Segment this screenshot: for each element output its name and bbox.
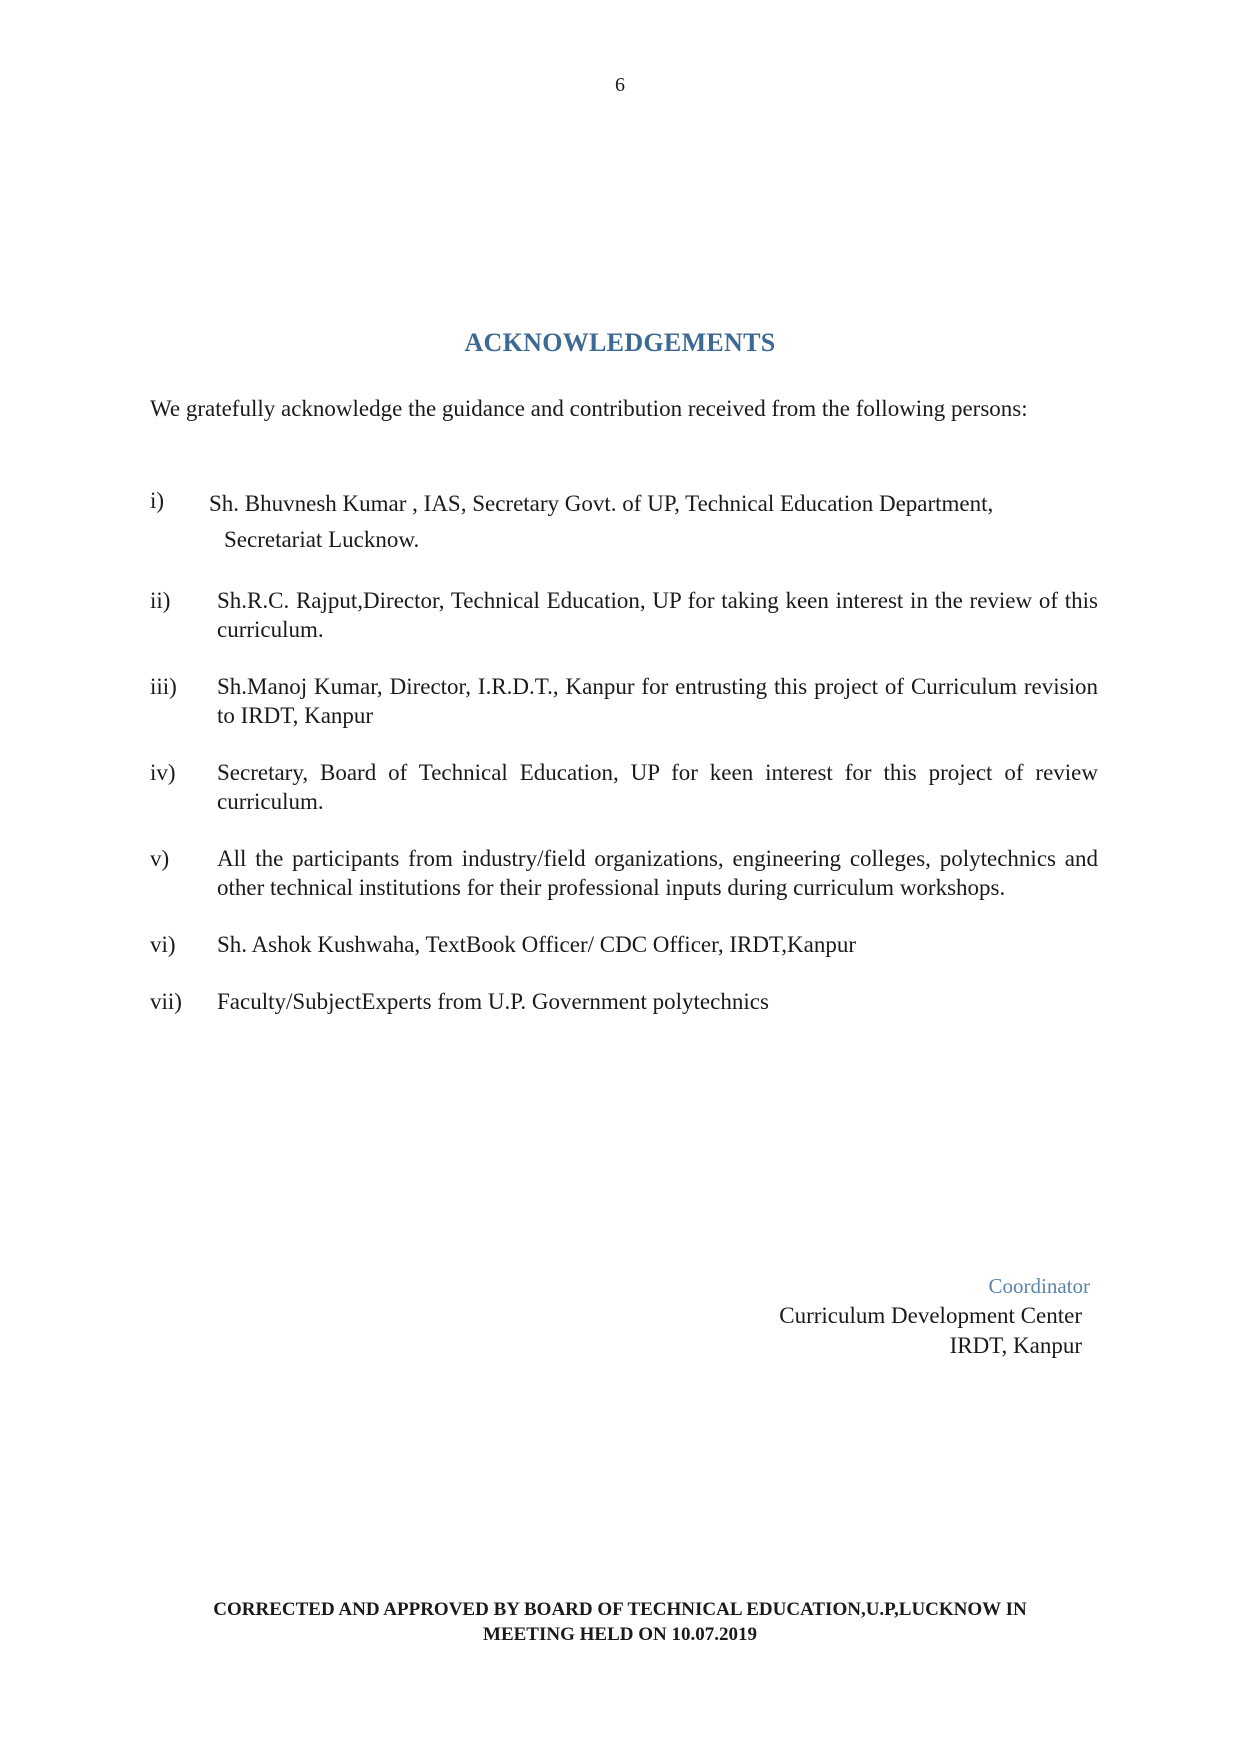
list-item-number: vi) <box>150 932 176 957</box>
list-item <box>150 586 1098 644</box>
signature-block <box>779 1271 1090 1361</box>
list-item <box>150 486 1098 558</box>
list-item <box>150 844 1098 902</box>
list-item-number: iv) <box>150 760 176 785</box>
page-title: ACKNOWLEDGEMENTS <box>464 328 776 357</box>
list-item-text: Sh. Ashok Kushwaha, TextBook Officer/ CDC Officer, IRDT,Kanpur <box>217 932 857 957</box>
footer-line: MEETING HELD ON 10.07.2019 <box>483 1624 757 1645</box>
footer-line: CORRECTED AND APPROVED BY BOARD OF TECHNICAL EDUCATION,U.P,LUCKNOW IN <box>213 1599 1027 1620</box>
list-item-text: Sh.R.C. Rajput,Director, Technical Education, UP for taking keen interest in the review of this curriculum. <box>217 588 1098 642</box>
list-item-text: All the participants from industry/field organizations, engineering colleges, polytechnics and other technical institutions for their professional inputs during curriculum workshops. <box>217 846 1098 900</box>
list-item <box>150 987 1098 1016</box>
list-item-text: Secretary, Board of Technical Education, UP for keen interest for this project of review curriculum. <box>217 760 1098 814</box>
list-item-number: iii) <box>150 674 177 699</box>
footer-note <box>0 1597 1240 1647</box>
list-item-number: ii) <box>150 588 171 613</box>
list-item-text: Faculty/SubjectExperts from U.P. Government polytechnics <box>217 989 769 1014</box>
list-item-text-line: Sh. Bhuvnesh Kumar , IAS, Secretary Govt. of UP, Technical Education Department, <box>209 491 994 516</box>
list-item <box>150 930 1098 959</box>
signature-role: Coordinator <box>988 1274 1090 1298</box>
list-item-text: Sh.Manoj Kumar, Director, I.R.D.T., Kanpur for entrusting this project of Curriculum revision to IRDT, Kanpur <box>217 674 1098 728</box>
page-number: 6 <box>615 74 625 96</box>
intro-paragraph: We gratefully acknowledge the guidance and contribution received from the following persons: <box>150 396 1028 421</box>
signature-organization: Curriculum Development Center <box>779 1303 1082 1328</box>
list-item <box>150 672 1098 730</box>
list-item-number: i) <box>150 488 165 513</box>
list-item-number: v) <box>150 846 170 871</box>
list-item-number: vii) <box>150 989 182 1014</box>
list-item <box>150 758 1098 816</box>
list-item-text-line: Secretariat Lucknow. <box>224 527 420 552</box>
acknowledgement-list <box>150 486 1098 1044</box>
signature-place: IRDT, Kanpur <box>949 1333 1082 1358</box>
list-item-text <box>209 486 1098 558</box>
